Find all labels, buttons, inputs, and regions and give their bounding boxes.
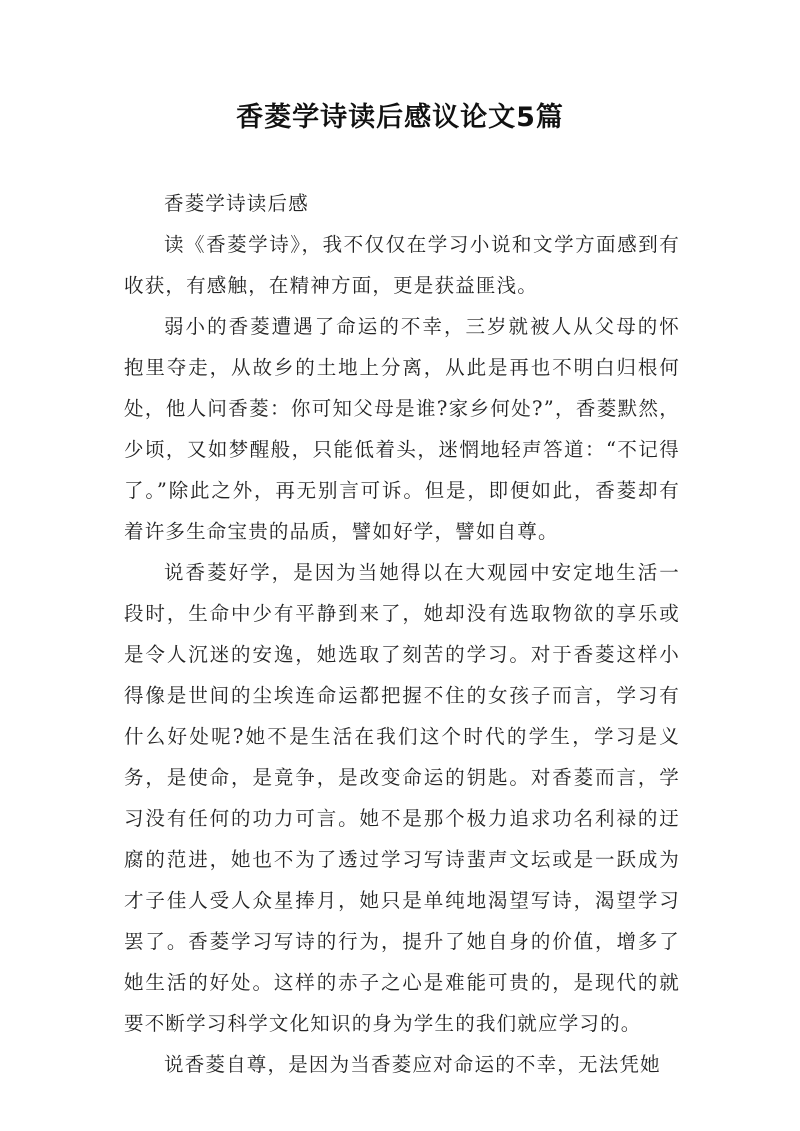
document-title: 香菱学诗读后感议论文5篇 (236, 102, 564, 133)
paragraph: 读《香菱学诗》，我不仅仅在学习小说和文学方面感到有收获，有感触，在精神方面，更是获益匪浅。 (124, 233, 680, 297)
paragraph: 说香菱好学，是因为当她得以在大观园中安定地生活一段时，生命中少有平静到来了，她却没有选取物欲的享乐或是令人沉迷的安逸，她选取了刻苦的学习。对于香菱这样小得像是世间的尘埃连命运都把握不住的女孩子而言，学习有什么好处呢?她不是生活在我们这个时代的学生，学习是义务，是使命，是竟争，是改变命运的钥匙。对香菱而言，学习没有任何的功力可言。她不是那个极力追求功名利禄的迂腐的范进，她也不为了透过学习写诗蜚声文坛或是一跃成为才子佳人受人众星捧月，她只是单纯地渴望写诗，渴望学习罢了。香菱学习写诗的行为，提升了她自身的价值，增多了她生活的好处。这样的赤子之心是难能可贵的，是现代的就要不断学习科学文化知识的身为学生的我们就应学习的。 (124, 561, 680, 1035)
paragraph: 说香菱自尊，是因为当香菱应对命运的不幸，无法凭她 (164, 1053, 661, 1076)
paragraph-subtitle: 香菱学诗读后感 (164, 192, 309, 215)
document-body (124, 183, 680, 1085)
paragraph: 弱小的香菱遭遇了命运的不幸，三岁就被人从父母的怀抱里夺走，从故乡的土地上分离，从此是再也不明白归根何处，他人问香菱：你可知父母是谁?家乡何处?”，香菱默然，少顷，又如梦醒般，只能低着头，迷惘地轻声答道：“不记得了。”除此之外，再无别言可诉。但是，即便如此，香菱却有着许多生命宝贵的品质，譬如好学，譬如自尊。 (124, 315, 680, 543)
